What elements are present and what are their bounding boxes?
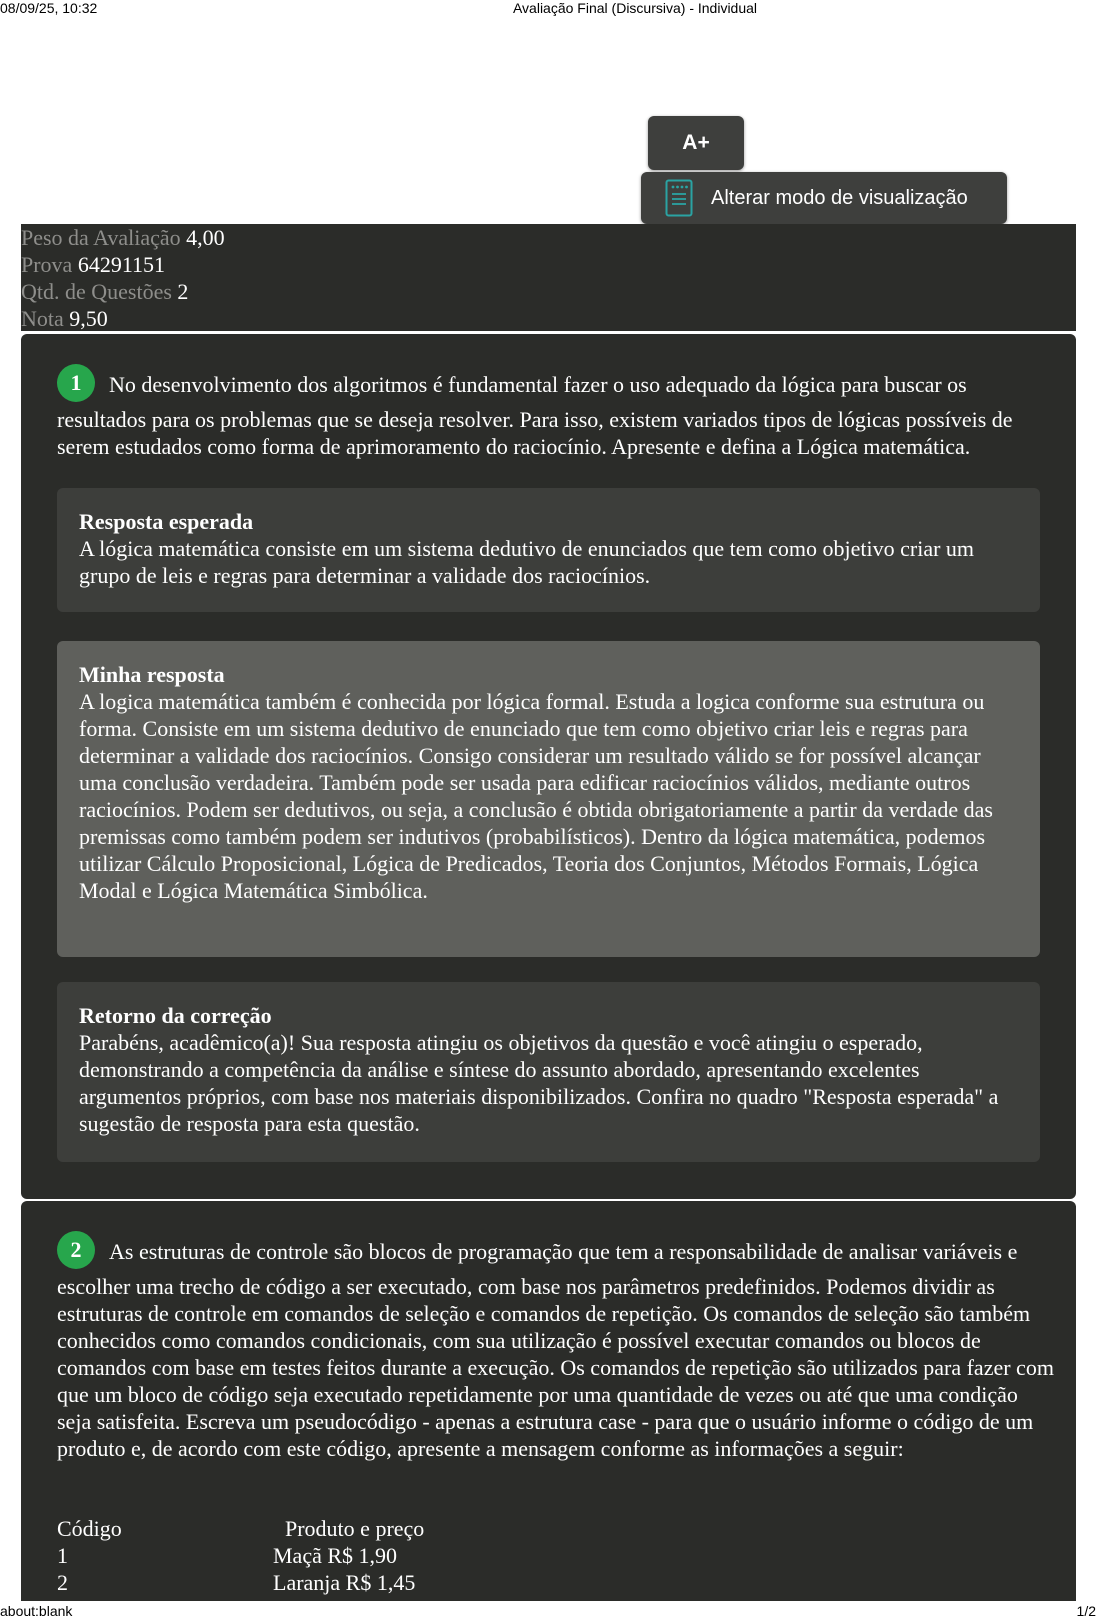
question-card-1 xyxy=(21,334,1076,1199)
questions-count-value: 2 xyxy=(177,279,189,304)
feedback-title: Retorno da correção xyxy=(79,1003,272,1028)
table-cell-product: Maçã R$ 1,90 xyxy=(273,1543,398,1568)
table-header-product: Produto e preço xyxy=(285,1516,425,1541)
print-footer xyxy=(0,1601,1096,1621)
table-cell-code: 2 xyxy=(57,1570,68,1595)
table-row xyxy=(57,1542,657,1569)
view-mode-label: Alterar modo de visualização xyxy=(711,186,968,209)
question-1-text-block xyxy=(57,368,1057,460)
feedback-text: Parabéns, acadêmico(a)! Sua resposta atingiu os objetivos da questão e você atingiu o esperado, demonstrando a competência da análise e síntese do assunto abordado, apresentando excelentes argumentos próprios, com base nos materiais disponibilizados. Confira no quadro "Resposta esperada" a sugestão de resposta para esta questão. xyxy=(79,1030,999,1136)
exam-label: Prova xyxy=(21,252,73,277)
my-answer-title: Minha resposta xyxy=(79,662,225,687)
table-header-code: Código xyxy=(57,1516,122,1541)
weight-label: Peso da Avaliação xyxy=(21,225,181,250)
grade-value: 9,50 xyxy=(69,306,108,331)
questions-count-row xyxy=(21,278,1076,305)
print-page-number: 1/2 xyxy=(1076,1603,1096,1619)
table-header-row xyxy=(57,1515,657,1542)
print-title: Avaliação Final (Discursiva) - Individual xyxy=(512,0,758,16)
grade-label: Nota xyxy=(21,306,64,331)
change-view-mode-button[interactable] xyxy=(641,172,1007,224)
expected-answer-text: A lógica matemática consiste em um sistema dedutivo de enunciados que tem como objetivo criar um grupo de leis e regras para determinar a validade dos raciocínios. xyxy=(79,536,975,588)
expected-answer-box xyxy=(57,488,1040,612)
weight-row xyxy=(21,224,1076,251)
question-2-text-block xyxy=(57,1235,1057,1462)
table-row xyxy=(57,1569,657,1596)
my-answer-text: A logica matemática também é conhecida por lógica formal. Estuda a logica conforme sua estrutura ou forma. Consiste em um sistema dedutivo de enunciado que tem como objetivo criar leis e regras para determinar a validade dos raciocínios. Consigo considerar um resultado válido se for possível alcançar uma conclusão verdadeira. Também pode ser usada para edificar raciocínios válidos, mediante outros raciocínios. Podem ser dedutivos, ou seja, a conclusão é obtida obrigatoriamente a partir da verdade das premissas como também podem ser indutivos (probabilísticos). Dentro da lógica matemática, podemos utilizar Cálculo Proposicional, Lógica de Predicados, Teoria dos Conjuntos, Métodos Formais, Lógica Modal e Lógica Matemática Simbólica. xyxy=(79,689,993,903)
product-table xyxy=(57,1515,657,1596)
document-icon xyxy=(665,179,693,217)
weight-value: 4,00 xyxy=(186,225,225,250)
feedback-box xyxy=(57,982,1040,1162)
print-header xyxy=(0,0,1096,20)
grade-row xyxy=(21,305,1076,332)
expected-answer-title: Resposta esperada xyxy=(79,509,254,534)
questions-count-label: Qtd. de Questões xyxy=(21,279,172,304)
question-number-badge: 2 xyxy=(57,1231,95,1269)
question-1-text: No desenvolvimento dos algoritmos é fundamental fazer o uso adequado da lógica para buscar os resultados para os problemas que se deseja resolver. Para isso, existem variados tipos de lógicas possíveis de serem estudados como forma de aprimoramento do raciocínio. Apresente e defina a Lógica matemática. xyxy=(57,372,1013,459)
question-card-2 xyxy=(21,1201,1076,1601)
exam-info xyxy=(21,224,1076,331)
question-number-badge: 1 xyxy=(57,364,95,402)
table-cell-product: Laranja R$ 1,45 xyxy=(273,1570,416,1595)
print-datetime: 08/09/25, 10:32 xyxy=(0,0,98,16)
question-2-text: As estruturas de controle são blocos de programação que tem a responsabilidade de analisar variáveis e escolher uma trecho de código a ser executado, com base nos parâmetros predefinidos. Podemos dividir as estruturas de controle em comandos de seleção e comandos de repetição. Os comandos de seleção são também conhecidos como comandos condicionais, com sua utilização é possível executar comandos ou blocos de comandos com base em testes feitos durante a execução. Os comandos de repetição são utilizados para fazer com que um bloco de código seja executado repetidamente por uma quantidade de vezes ou até que uma condição seja satisfeita. Escreva um pseudocódigo - apenas a estrutura case - para que o usuário informe o código de um produto e, de acordo com este código, apresente a mensagem conforme as informações a seguir: xyxy=(57,1239,1054,1461)
table-cell-code: 1 xyxy=(57,1543,68,1568)
my-answer-box xyxy=(57,641,1040,957)
increase-font-button[interactable]: A+ xyxy=(648,116,744,170)
exam-value: 64291151 xyxy=(77,252,166,277)
print-url: about:blank xyxy=(0,1603,73,1619)
exam-row xyxy=(21,251,1076,278)
